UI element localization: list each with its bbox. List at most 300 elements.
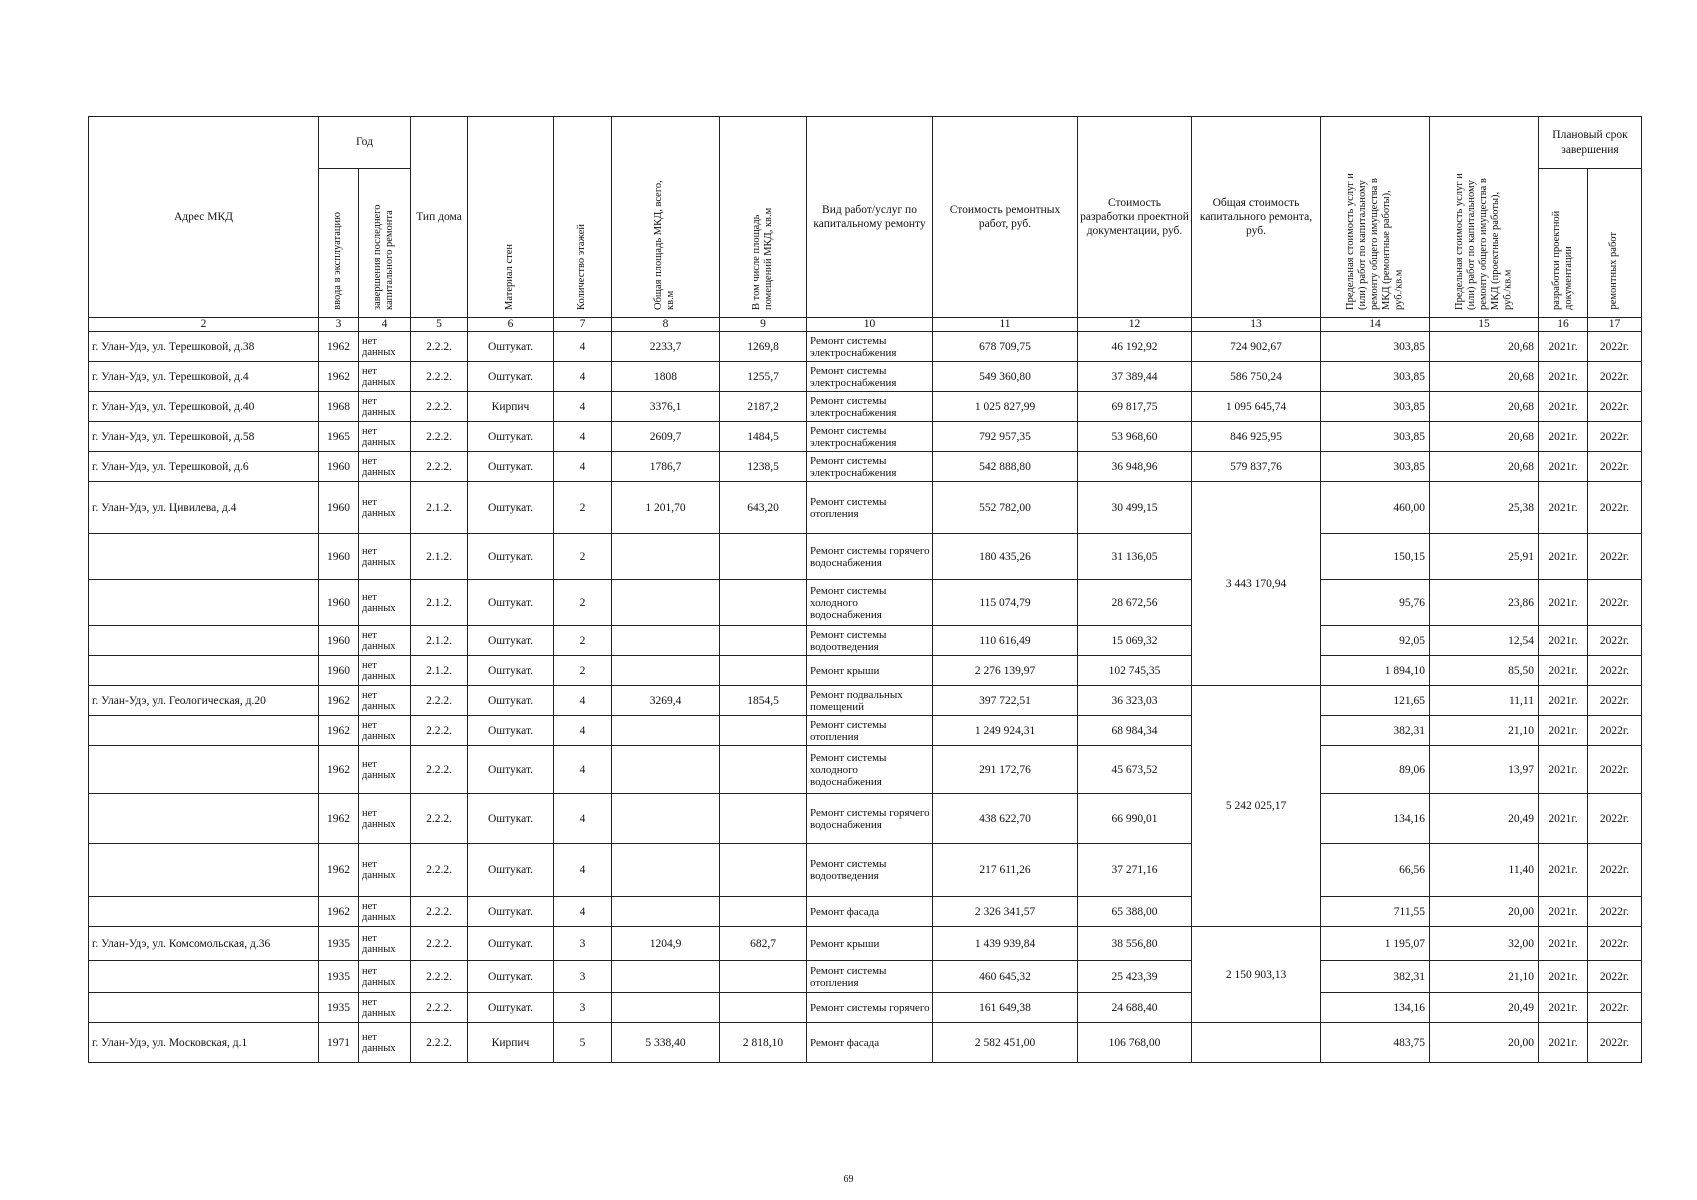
repair-cost-cell: 2 326 341,57 (933, 897, 1078, 927)
total-area-cell: 3269,4 (612, 686, 720, 716)
work-type-cell: Ремонт системы горячего водоснабжения (807, 794, 933, 844)
premises-area-cell (720, 993, 807, 1023)
deadline-design-cell: 2021г. (1539, 1023, 1588, 1063)
year-last-repair-cell: нет данных (359, 534, 411, 580)
deadline-repair-cell: 2022г. (1588, 332, 1642, 362)
total-area-cell (612, 961, 720, 993)
design-cost-cell: 68 984,34 (1078, 716, 1192, 746)
premises-area-cell (720, 656, 807, 686)
limit-design-cell: 25,91 (1430, 534, 1539, 580)
floors-cell: 4 (554, 686, 612, 716)
limit-design-cell: 32,00 (1430, 927, 1539, 961)
year-last-repair-cell: нет данных (359, 656, 411, 686)
address-cell: г. Улан-Удэ, ул. Терешковой, д.6 (89, 452, 319, 482)
address-cell (89, 656, 319, 686)
deadline-design-cell: 2021г. (1539, 482, 1588, 534)
deadline-design-cell: 2021г. (1539, 844, 1588, 897)
table-row (89, 746, 1642, 794)
table-row (89, 1023, 1642, 1063)
house-type-cell: 2.2.2. (411, 844, 468, 897)
limit-design-cell: 23,86 (1430, 580, 1539, 626)
total-area-cell (612, 716, 720, 746)
deadline-repair-cell: 2022г. (1588, 844, 1642, 897)
header-year-commission: ввода в эксплуатацию (319, 169, 359, 318)
repair-cost-cell: 552 782,00 (933, 482, 1078, 534)
repair-cost-cell: 291 172,76 (933, 746, 1078, 794)
wall-material-cell: Оштукат. (468, 626, 554, 656)
design-cost-cell: 31 136,05 (1078, 534, 1192, 580)
year-last-repair-cell: нет данных (359, 897, 411, 927)
work-type-cell: Ремонт подвальных помещений (807, 686, 933, 716)
limit-repair-cell: 303,85 (1321, 452, 1430, 482)
floors-cell: 3 (554, 993, 612, 1023)
wall-material-cell: Оштукат. (468, 452, 554, 482)
floors-cell: 4 (554, 716, 612, 746)
limit-repair-cell: 134,16 (1321, 794, 1430, 844)
wall-material-cell: Оштукат. (468, 716, 554, 746)
wall-material-cell: Оштукат. (468, 362, 554, 392)
premises-area-cell: 1854,5 (720, 686, 807, 716)
year-last-repair-cell: нет данных (359, 993, 411, 1023)
design-cost-cell: 24 688,40 (1078, 993, 1192, 1023)
repair-cost-cell: 1 439 939,84 (933, 927, 1078, 961)
wall-material-cell: Оштукат. (468, 332, 554, 362)
premises-area-cell: 2 818,10 (720, 1023, 807, 1063)
year-last-repair-cell: нет данных (359, 580, 411, 626)
house-type-cell: 2.2.2. (411, 392, 468, 422)
year-last-repair-cell: нет данных (359, 1023, 411, 1063)
repair-cost-cell: 397 722,51 (933, 686, 1078, 716)
floors-cell: 2 (554, 656, 612, 686)
limit-design-cell: 12,54 (1430, 626, 1539, 656)
design-cost-cell: 38 556,80 (1078, 927, 1192, 961)
wall-material-cell: Оштукат. (468, 746, 554, 794)
year-commission-cell: 1960 (319, 626, 359, 656)
year-commission-cell: 1935 (319, 993, 359, 1023)
total-cost-cell: 3 443 170,94 (1192, 482, 1321, 686)
column-number: 4 (359, 318, 411, 332)
year-last-repair-cell: нет данных (359, 626, 411, 656)
premises-area-cell (720, 534, 807, 580)
deadline-repair-cell: 2022г. (1588, 580, 1642, 626)
deadline-repair-cell: 2022г. (1588, 422, 1642, 452)
premises-area-cell (720, 897, 807, 927)
limit-repair-cell: 1 894,10 (1321, 656, 1430, 686)
work-type-cell: Ремонт крыши (807, 656, 933, 686)
header-total-cost: Общая стоимость капитального ремонта, руб. (1192, 117, 1321, 318)
deadline-repair-cell: 2022г. (1588, 961, 1642, 993)
total-area-cell (612, 656, 720, 686)
table-row (89, 993, 1642, 1023)
column-number: 8 (612, 318, 720, 332)
limit-design-cell: 20,00 (1430, 897, 1539, 927)
total-area-cell (612, 626, 720, 656)
house-type-cell: 2.2.2. (411, 452, 468, 482)
deadline-repair-cell: 2022г. (1588, 452, 1642, 482)
deadline-design-cell: 2021г. (1539, 927, 1588, 961)
wall-material-cell: Оштукат. (468, 961, 554, 993)
header-wall-material: Материал стен (468, 117, 554, 318)
repair-cost-cell: 2 582 451,00 (933, 1023, 1078, 1063)
design-cost-cell: 45 673,52 (1078, 746, 1192, 794)
work-type-cell: Ремонт фасада (807, 1023, 933, 1063)
limit-design-cell: 20,68 (1430, 452, 1539, 482)
floors-cell: 2 (554, 580, 612, 626)
deadline-repair-cell: 2022г. (1588, 993, 1642, 1023)
deadline-repair-cell: 2022г. (1588, 927, 1642, 961)
table-row (89, 927, 1642, 961)
floors-cell: 4 (554, 794, 612, 844)
premises-area-cell: 1238,5 (720, 452, 807, 482)
premises-area-cell: 643,20 (720, 482, 807, 534)
limit-design-cell: 21,10 (1430, 961, 1539, 993)
wall-material-cell: Оштукат. (468, 422, 554, 452)
wall-material-cell: Оштукат. (468, 897, 554, 927)
design-cost-cell: 36 323,03 (1078, 686, 1192, 716)
year-commission-cell: 1962 (319, 844, 359, 897)
premises-area-cell: 1484,5 (720, 422, 807, 452)
wall-material-cell: Оштукат. (468, 993, 554, 1023)
total-area-cell: 3376,1 (612, 392, 720, 422)
limit-repair-cell: 92,05 (1321, 626, 1430, 656)
premises-area-cell (720, 626, 807, 656)
address-cell: г. Улан-Удэ, ул. Московская, д.1 (89, 1023, 319, 1063)
deadline-repair-cell: 2022г. (1588, 362, 1642, 392)
design-cost-cell: 28 672,56 (1078, 580, 1192, 626)
table-row (89, 844, 1642, 897)
house-type-cell: 2.2.2. (411, 332, 468, 362)
floors-cell: 4 (554, 897, 612, 927)
table-row (89, 626, 1642, 656)
address-cell (89, 794, 319, 844)
limit-repair-cell: 95,76 (1321, 580, 1430, 626)
deadline-design-cell: 2021г. (1539, 794, 1588, 844)
deadline-repair-cell: 2022г. (1588, 746, 1642, 794)
house-type-cell: 2.2.2. (411, 961, 468, 993)
work-type-cell: Ремонт системы холодного водоснабжения (807, 580, 933, 626)
limit-repair-cell: 711,55 (1321, 897, 1430, 927)
deadline-design-cell: 2021г. (1539, 993, 1588, 1023)
repair-cost-cell: 542 888,80 (933, 452, 1078, 482)
limit-repair-cell: 303,85 (1321, 332, 1430, 362)
address-cell: г. Улан-Удэ, ул. Терешковой, д.38 (89, 332, 319, 362)
year-last-repair-cell: нет данных (359, 362, 411, 392)
limit-repair-cell: 303,85 (1321, 362, 1430, 392)
deadline-design-cell: 2021г. (1539, 746, 1588, 794)
limit-design-cell: 13,97 (1430, 746, 1539, 794)
wall-material-cell: Кирпич (468, 392, 554, 422)
year-last-repair-cell: нет данных (359, 686, 411, 716)
premises-area-cell (720, 580, 807, 626)
year-last-repair-cell: нет данных (359, 961, 411, 993)
house-type-cell: 2.2.2. (411, 1023, 468, 1063)
work-type-cell: Ремонт системы электроснабжения (807, 362, 933, 392)
total-cost-cell: 1 095 645,74 (1192, 392, 1321, 422)
limit-repair-cell: 382,31 (1321, 961, 1430, 993)
wall-material-cell: Оштукат. (468, 794, 554, 844)
total-area-cell (612, 993, 720, 1023)
year-commission-cell: 1935 (319, 961, 359, 993)
table-row (89, 362, 1642, 392)
wall-material-cell: Оштукат. (468, 534, 554, 580)
header-repair-cost: Стоимость ремонтных работ, руб. (933, 117, 1078, 318)
column-number: 10 (807, 318, 933, 332)
work-type-cell: Ремонт системы электроснабжения (807, 422, 933, 452)
work-type-cell: Ремонт системы отопления (807, 482, 933, 534)
design-cost-cell: 30 499,15 (1078, 482, 1192, 534)
address-cell (89, 897, 319, 927)
total-cost-cell: 5 242 025,17 (1192, 686, 1321, 927)
limit-design-cell: 20,68 (1430, 392, 1539, 422)
deadline-repair-cell: 2022г. (1588, 897, 1642, 927)
address-cell: г. Улан-Удэ, ул. Терешковой, д.40 (89, 392, 319, 422)
premises-area-cell: 2187,2 (720, 392, 807, 422)
year-commission-cell: 1962 (319, 897, 359, 927)
floors-cell: 4 (554, 844, 612, 897)
table-row (89, 716, 1642, 746)
deadline-repair-cell: 2022г. (1588, 656, 1642, 686)
floors-cell: 4 (554, 332, 612, 362)
year-commission-cell: 1962 (319, 686, 359, 716)
floors-cell: 2 (554, 534, 612, 580)
design-cost-cell: 46 192,92 (1078, 332, 1192, 362)
column-number: 9 (720, 318, 807, 332)
house-type-cell: 2.2.2. (411, 993, 468, 1023)
total-cost-cell (1192, 1023, 1321, 1063)
year-commission-cell: 1960 (319, 482, 359, 534)
total-area-cell (612, 746, 720, 794)
year-commission-cell: 1962 (319, 794, 359, 844)
floors-cell: 5 (554, 1023, 612, 1063)
header-deadline-repair: ремонтных работ (1588, 169, 1642, 318)
year-last-repair-cell: нет данных (359, 746, 411, 794)
address-cell (89, 580, 319, 626)
design-cost-cell: 15 069,32 (1078, 626, 1192, 656)
table-row (89, 332, 1642, 362)
header-floors: Количество этажей (554, 117, 612, 318)
total-cost-cell: 724 902,67 (1192, 332, 1321, 362)
work-type-cell: Ремонт системы электроснабжения (807, 452, 933, 482)
work-type-cell: Ремонт системы электроснабжения (807, 392, 933, 422)
year-last-repair-cell: нет данных (359, 452, 411, 482)
total-cost-cell: 579 837,76 (1192, 452, 1321, 482)
year-last-repair-cell: нет данных (359, 927, 411, 961)
header-limit-repair: Предельная стоимость услуг и (или) работ по капитальному ремонту общего имущества в МКД (ремонтные работы), руб./кв.м (1321, 117, 1430, 318)
design-cost-cell: 36 948,96 (1078, 452, 1192, 482)
header-year: Год (319, 117, 411, 169)
limit-repair-cell: 66,56 (1321, 844, 1430, 897)
limit-repair-cell: 150,15 (1321, 534, 1430, 580)
table-row (89, 897, 1642, 927)
total-cost-cell: 846 925,95 (1192, 422, 1321, 452)
year-commission-cell: 1960 (319, 656, 359, 686)
header-work-type: Вид работ/услуг по капитальному ремонту (807, 117, 933, 318)
year-commission-cell: 1962 (319, 362, 359, 392)
total-area-cell: 5 338,40 (612, 1023, 720, 1063)
address-cell (89, 961, 319, 993)
premises-area-cell (720, 716, 807, 746)
floors-cell: 2 (554, 626, 612, 656)
work-type-cell: Ремонт системы отопления (807, 716, 933, 746)
capital-repair-table (88, 116, 1642, 1063)
limit-design-cell: 20,49 (1430, 993, 1539, 1023)
deadline-design-cell: 2021г. (1539, 626, 1588, 656)
column-number: 2 (89, 318, 319, 332)
address-cell: г. Улан-Удэ, ул. Цивилева, д.4 (89, 482, 319, 534)
total-area-cell (612, 794, 720, 844)
deadline-design-cell: 2021г. (1539, 686, 1588, 716)
table-row (89, 482, 1642, 534)
house-type-cell: 2.1.2. (411, 626, 468, 656)
deadline-design-cell: 2021г. (1539, 422, 1588, 452)
floors-cell: 3 (554, 927, 612, 961)
total-area-cell: 1 201,70 (612, 482, 720, 534)
column-number: 12 (1078, 318, 1192, 332)
repair-cost-cell: 1 025 827,99 (933, 392, 1078, 422)
header-deadline-design: разработки проектной документации (1539, 169, 1588, 318)
deadline-design-cell: 2021г. (1539, 897, 1588, 927)
header-house-type: Тип дома (411, 117, 468, 318)
limit-design-cell: 20,00 (1430, 1023, 1539, 1063)
column-number: 17 (1588, 318, 1642, 332)
column-number: 6 (468, 318, 554, 332)
repair-cost-cell: 549 360,80 (933, 362, 1078, 392)
header-year-last-repair: завершения последнего капитального ремонта (359, 169, 411, 318)
wall-material-cell: Оштукат. (468, 844, 554, 897)
premises-area-cell: 682,7 (720, 927, 807, 961)
year-last-repair-cell: нет данных (359, 392, 411, 422)
deadline-repair-cell: 2022г. (1588, 716, 1642, 746)
deadline-repair-cell: 2022г. (1588, 686, 1642, 716)
year-last-repair-cell: нет данных (359, 332, 411, 362)
header-address: Адрес МКД (89, 117, 319, 318)
floors-cell: 4 (554, 452, 612, 482)
deadline-repair-cell: 2022г. (1588, 392, 1642, 422)
house-type-cell: 2.2.2. (411, 927, 468, 961)
house-type-cell: 2.2.2. (411, 422, 468, 452)
work-type-cell: Ремонт системы холодного водоснабжения (807, 746, 933, 794)
year-last-repair-cell: нет данных (359, 844, 411, 897)
wall-material-cell: Кирпич (468, 1023, 554, 1063)
column-number: 16 (1539, 318, 1588, 332)
year-last-repair-cell: нет данных (359, 422, 411, 452)
design-cost-cell: 53 968,60 (1078, 422, 1192, 452)
deadline-design-cell: 2021г. (1539, 716, 1588, 746)
premises-area-cell (720, 961, 807, 993)
limit-design-cell: 20,68 (1430, 332, 1539, 362)
repair-cost-cell: 2 276 139,97 (933, 656, 1078, 686)
header-design-cost: Стоимость разработки проектной документации, руб. (1078, 117, 1192, 318)
year-commission-cell: 1935 (319, 927, 359, 961)
year-commission-cell: 1971 (319, 1023, 359, 1063)
total-area-cell: 2233,7 (612, 332, 720, 362)
design-cost-cell: 66 990,01 (1078, 794, 1192, 844)
floors-cell: 3 (554, 961, 612, 993)
house-type-cell: 2.2.2. (411, 716, 468, 746)
deadline-design-cell: 2021г. (1539, 332, 1588, 362)
year-commission-cell: 1962 (319, 746, 359, 794)
column-number: 3 (319, 318, 359, 332)
wall-material-cell: Оштукат. (468, 580, 554, 626)
design-cost-cell: 25 423,39 (1078, 961, 1192, 993)
header-premises-area: В том числе площадь помещений МКД, кв.м (720, 117, 807, 318)
column-number: 7 (554, 318, 612, 332)
floors-cell: 4 (554, 392, 612, 422)
house-type-cell: 2.1.2. (411, 580, 468, 626)
work-type-cell: Ремонт крыши (807, 927, 933, 961)
repair-cost-cell: 1 249 924,31 (933, 716, 1078, 746)
table-row (89, 686, 1642, 716)
year-last-repair-cell: нет данных (359, 716, 411, 746)
repair-cost-cell: 792 957,35 (933, 422, 1078, 452)
year-last-repair-cell: нет данных (359, 794, 411, 844)
work-type-cell: Ремонт системы горячего (807, 993, 933, 1023)
total-area-cell: 1204,9 (612, 927, 720, 961)
house-type-cell: 2.1.2. (411, 534, 468, 580)
table-row (89, 794, 1642, 844)
deadline-design-cell: 2021г. (1539, 452, 1588, 482)
house-type-cell: 2.2.2. (411, 362, 468, 392)
design-cost-cell: 37 389,44 (1078, 362, 1192, 392)
year-commission-cell: 1960 (319, 452, 359, 482)
work-type-cell: Ремонт системы отопления (807, 961, 933, 993)
work-type-cell: Ремонт системы водоотведения (807, 844, 933, 897)
premises-area-cell: 1269,8 (720, 332, 807, 362)
year-commission-cell: 1962 (319, 332, 359, 362)
address-cell (89, 716, 319, 746)
address-cell (89, 993, 319, 1023)
address-cell (89, 534, 319, 580)
deadline-design-cell: 2021г. (1539, 656, 1588, 686)
table-row (89, 422, 1642, 452)
limit-design-cell: 25,38 (1430, 482, 1539, 534)
column-numbers-row (89, 318, 1642, 332)
wall-material-cell: Оштукат. (468, 927, 554, 961)
limit-design-cell: 20,49 (1430, 794, 1539, 844)
column-number: 13 (1192, 318, 1321, 332)
design-cost-cell: 37 271,16 (1078, 844, 1192, 897)
deadline-repair-cell: 2022г. (1588, 534, 1642, 580)
total-area-cell: 1786,7 (612, 452, 720, 482)
table-row (89, 534, 1642, 580)
design-cost-cell: 106 768,00 (1078, 1023, 1192, 1063)
year-commission-cell: 1968 (319, 392, 359, 422)
design-cost-cell: 69 817,75 (1078, 392, 1192, 422)
table-body (89, 332, 1642, 1063)
repair-cost-cell: 161 649,38 (933, 993, 1078, 1023)
limit-repair-cell: 303,85 (1321, 392, 1430, 422)
deadline-repair-cell: 2022г. (1588, 794, 1642, 844)
total-cost-cell: 586 750,24 (1192, 362, 1321, 392)
header-deadline: Плановый срок завершения (1539, 117, 1642, 169)
floors-cell: 2 (554, 482, 612, 534)
house-type-cell: 2.2.2. (411, 794, 468, 844)
work-type-cell: Ремонт фасада (807, 897, 933, 927)
premises-area-cell (720, 746, 807, 794)
limit-design-cell: 20,68 (1430, 422, 1539, 452)
limit-design-cell: 21,10 (1430, 716, 1539, 746)
address-cell (89, 626, 319, 656)
year-commission-cell: 1960 (319, 534, 359, 580)
year-last-repair-cell: нет данных (359, 482, 411, 534)
wall-material-cell: Оштукат. (468, 686, 554, 716)
limit-design-cell: 11,40 (1430, 844, 1539, 897)
document-page (88, 116, 1642, 1063)
work-type-cell: Ремонт системы горячего водоснабжения (807, 534, 933, 580)
repair-cost-cell: 115 074,79 (933, 580, 1078, 626)
limit-design-cell: 85,50 (1430, 656, 1539, 686)
deadline-repair-cell: 2022г. (1588, 626, 1642, 656)
